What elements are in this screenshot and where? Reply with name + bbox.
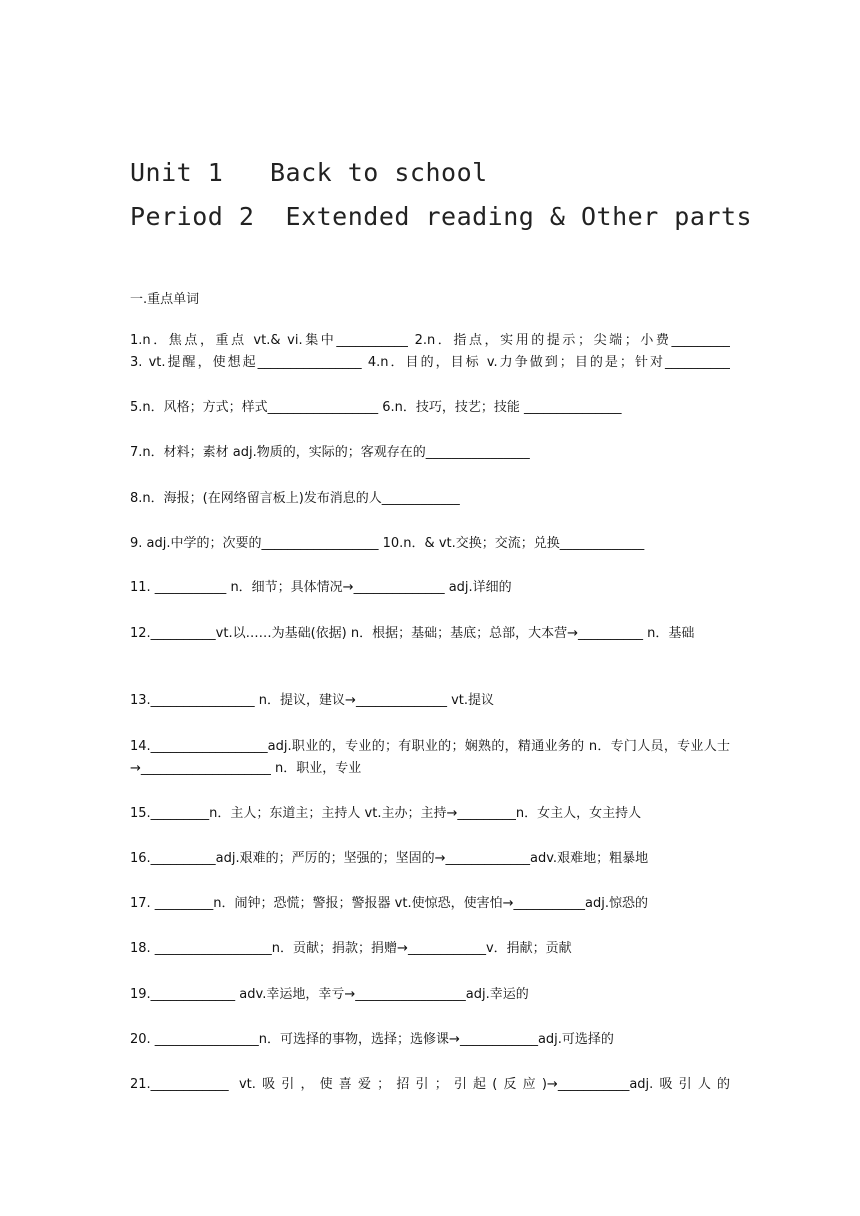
vocab-item-3-4: 3. vt.提醒，使想起________________ 4.n．目的，目标 v.力争做到；目的是；针对__________ <box>130 355 730 370</box>
vocab-item-7: 7.n．材料；素材 adj.物质的，实际的；客观存在的________________ <box>130 445 530 460</box>
vocab-item-19: 19._____________ adv.幸运地，幸亏→_________________adj.幸运的 <box>130 987 529 1002</box>
vocab-item-20: 20. ________________n．可选择的事物，选择；选修课→____________adj.可选择的 <box>130 1032 614 1047</box>
vocab-item-8: 8.n．海报；(在网络留言板上)发布消息的人____________ <box>130 491 460 506</box>
unit-title: Unit 1 Back to school <box>130 158 488 187</box>
vocab-item-11: 11. ___________ n．细节；具体情况→______________ adj.详细的 <box>130 580 512 595</box>
vocab-item-18: 18. __________________n．贡献；捐款；捐赠→____________v．捐献；贡献 <box>130 941 572 956</box>
vocab-item-14: 14.__________________adj.职业的，专业的；有职业的；娴熟的，精通业务的 n．专门人员，专业人士→____________________ n．职业，专业 <box>130 739 730 776</box>
period-title: Period 2 Extended reading & Other parts <box>130 202 753 231</box>
vocab-item-13: 13.________________ n．提议，建议→______________ vt.提议 <box>130 693 494 708</box>
vocab-item-12: 12.__________vt.以……为基础(依据) n．根据；基础；基底；总部，大本营→__________ n．基础 <box>130 626 695 641</box>
vocab-item-5-6: 5.n．风格；方式；样式_________________ 6.n．技巧，技艺；技能 _______________ <box>130 400 622 415</box>
vocab-item-15: 15._________n．主人；东道主；主持人 vt.主办；主持→_________n．女主人，女主持人 <box>130 806 642 821</box>
vocab-item-9-10: 9. adj.中学的；次要的__________________ 10.n．& vt.交换；交流；兑换_____________ <box>130 536 645 551</box>
vocab-item-17: 17. _________n．闹钟；恐慌；警报；警报器 vt.使惊恐，使害怕→___________adj.惊恐的 <box>130 896 648 911</box>
vocab-item-1-2: 1.n．焦点，重点 vt.& vi.集中___________ 2.n．指点，实用的提示；尖端；小费_________ <box>130 333 730 348</box>
vocab-item-21: 21.____________ vt.吸引，使喜爱；招引；引起(反应)→___________adj.吸引人的 <box>130 1077 730 1092</box>
vocab-item-16: 16.__________adj.艰难的；严厉的；坚强的；坚固的→_____________adv.艰难地；粗暴地 <box>130 851 649 866</box>
section-heading: 一.重点单词 <box>130 292 200 307</box>
